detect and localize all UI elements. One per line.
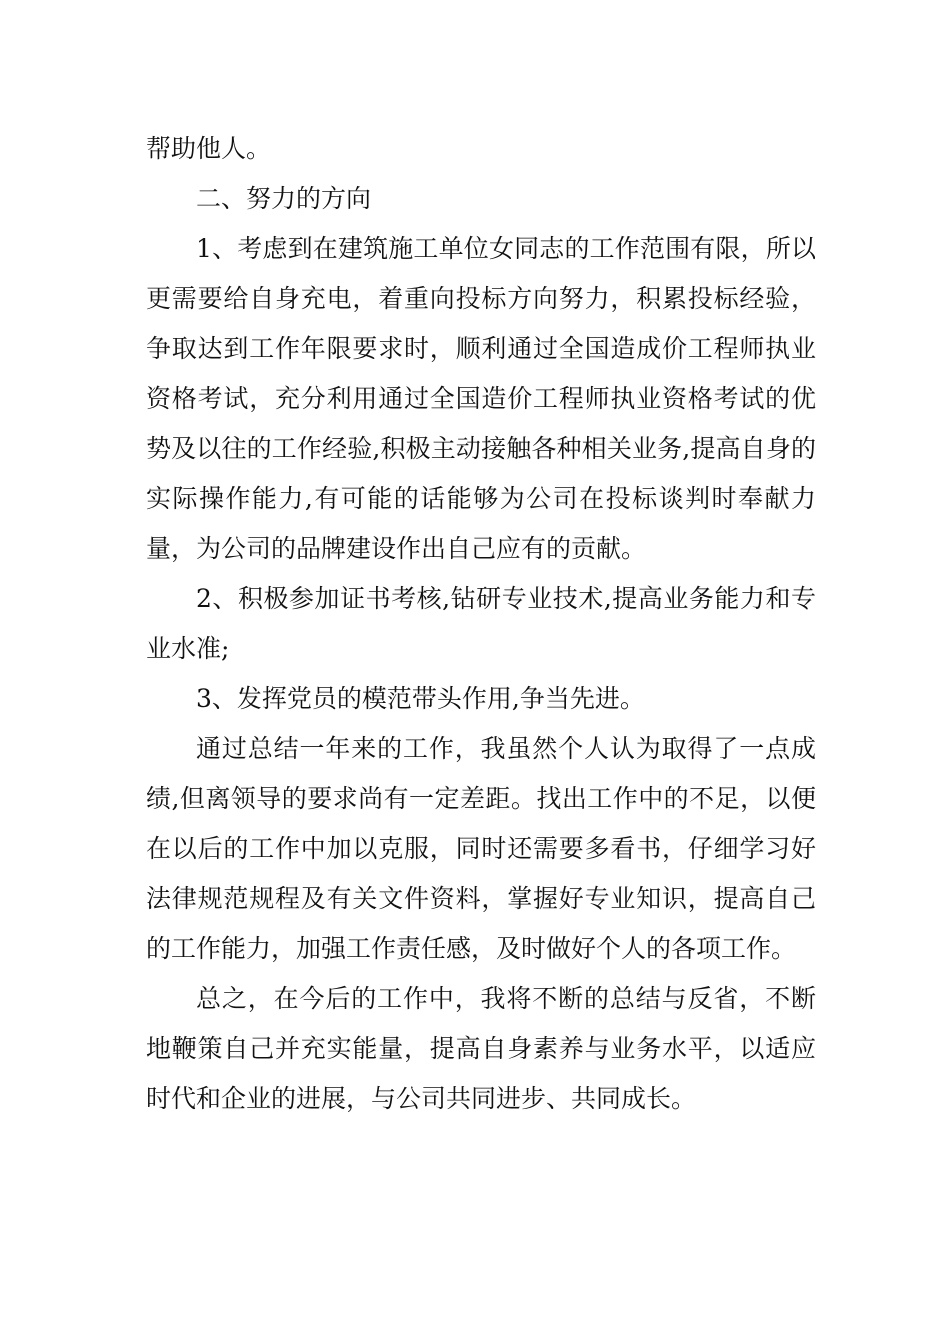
paragraph-summary: 通过总结一年来的工作，我虽然个人认为取得了一点成绩,但离领导的要求尚有一定差距。找出工作中的不足，以便在以后的工作中加以克服，同时还需要多看书，仔细学习好法律规范规程及有关文件资料，掌握好专业知识，提高自己的工作能力，加强工作责任感，及时做好个人的各项工作。 [146,734,816,963]
paragraph-continuation: 帮助他人。 [146,134,272,163]
paragraph-item-3: 3、发挥党员的模范带头作用,争当先进。 [196,684,645,713]
document-body [146,124,816,1124]
paragraph-item-1: 1、考虑到在建筑施工单位女同志的工作范围有限，所以更需要给自身充电，着重向投标方向努力，积累投标经验，争取达到工作年限要求时，顺利通过全国造成价工程师执业资格考试，充分利用通过全国造价工程师执业资格考试的优势及以往的工作经验,积极主动接触各种相关业务,提高自身的实际操作能力,有可能的话能够为公司在投标谈判时奉献力量，为公司的品牌建设作出自己应有的贡献。 [146,234,816,563]
paragraph-conclusion: 总之，在今后的工作中，我将不断的总结与反省，不断地鞭策自己并充实能量，提高自身素养与业务水平，以适应时代和企业的进展，与公司共同进步、共同成长。 [146,984,816,1113]
section-heading: 二、努力的方向 [196,184,372,213]
paragraph-item-2: 2、积极参加证书考核,钻研专业技术,提高业务能力和专业水准; [146,584,816,663]
